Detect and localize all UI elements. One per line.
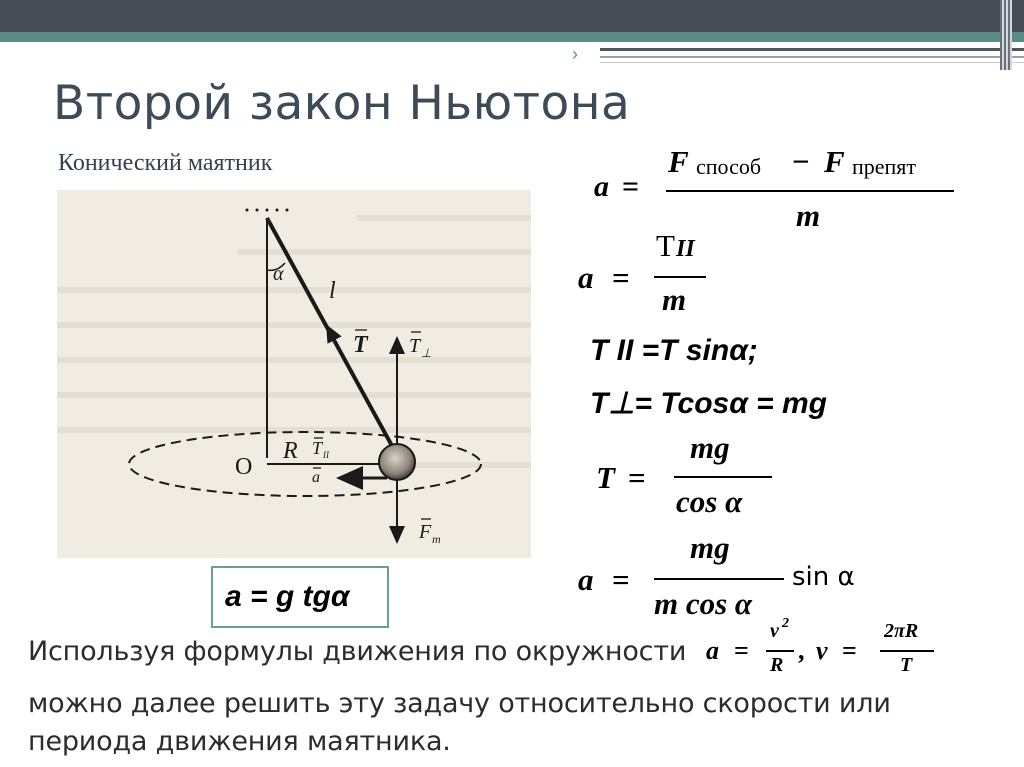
tension-arrow bbox=[327, 326, 342, 354]
label-center: O bbox=[235, 454, 253, 480]
f1-num-a: F bbox=[668, 144, 689, 179]
f2-den: m bbox=[662, 282, 687, 317]
f1-sub-b: препят bbox=[852, 154, 917, 179]
label-length: l bbox=[329, 278, 336, 304]
label-gravity-sub: т bbox=[432, 532, 441, 546]
equals-sign: = bbox=[612, 260, 630, 295]
chevron-right-icon: › bbox=[572, 44, 578, 64]
formula-tpar-sin: T II =T sinα; bbox=[590, 334, 758, 367]
fraction-bar bbox=[766, 650, 794, 652]
f5-lhs: T bbox=[596, 460, 615, 495]
f2-num: T bbox=[656, 228, 675, 263]
f1-lhs: a bbox=[594, 170, 609, 203]
formula-a-tpar bbox=[578, 228, 738, 318]
label-tension-perp: T bbox=[409, 335, 421, 357]
bottom-line-2: можно далее решить эту задачу относительно скорости или bbox=[28, 688, 891, 719]
fraction-bar bbox=[654, 578, 784, 580]
equals-sign: = bbox=[612, 562, 630, 597]
header-bar bbox=[0, 0, 1024, 32]
f5-den: cos α bbox=[676, 484, 743, 519]
fraction-bar bbox=[666, 190, 954, 192]
cf-den-t: T bbox=[900, 654, 913, 676]
f6-tail: sin α bbox=[792, 562, 855, 592]
corner-decoration bbox=[1000, 0, 1012, 70]
label-accel: a bbox=[312, 469, 320, 486]
f6-lhs: a bbox=[578, 562, 594, 597]
circle-motion-formulas bbox=[706, 616, 946, 684]
header-rule bbox=[600, 48, 1024, 51]
cf-den-r: R bbox=[770, 654, 784, 676]
equals-sign: = bbox=[622, 170, 640, 203]
f5-num: mg bbox=[690, 430, 730, 465]
fraction-bar bbox=[654, 276, 706, 278]
pendulum-bob bbox=[379, 444, 415, 480]
comma: , bbox=[798, 636, 805, 665]
formula-tperp-cos: T⊥= Tcosα = mg bbox=[590, 387, 828, 420]
label-alpha: α bbox=[273, 263, 284, 285]
f6-den: m cos α bbox=[654, 586, 753, 621]
f6-num: mg bbox=[690, 530, 730, 565]
f1-num-b: F bbox=[824, 144, 845, 179]
cf-lhs-a: a bbox=[706, 636, 719, 665]
cf-sup-2: 2 bbox=[782, 616, 789, 631]
cf-num-2pir: 2πR bbox=[884, 620, 919, 642]
label-radius: R bbox=[283, 438, 298, 464]
slide-subtitle: Конический маятник bbox=[58, 150, 273, 176]
cf-lhs-v: v bbox=[816, 636, 828, 665]
header-rule bbox=[600, 62, 1024, 63]
label-par-sub: II bbox=[323, 450, 329, 460]
result-formula: a = g tgα bbox=[225, 580, 350, 613]
equals-sign: = bbox=[734, 636, 749, 665]
label-tension: T bbox=[353, 332, 368, 358]
label-tension-par: T bbox=[312, 438, 323, 458]
f1-sub-a: способ bbox=[696, 154, 762, 179]
f1-den: m bbox=[796, 198, 821, 233]
cf-num-v: v bbox=[770, 620, 779, 642]
slide-title: Второй закон Ньютона bbox=[53, 76, 631, 131]
header-accent-bar bbox=[0, 32, 1024, 42]
header-rule bbox=[600, 56, 1024, 58]
result-box bbox=[211, 566, 389, 628]
fraction-bar bbox=[880, 650, 934, 652]
f2-num-sub: II bbox=[676, 236, 695, 262]
label-perp-sub: ⊥ bbox=[421, 346, 432, 360]
fraction-bar bbox=[674, 476, 772, 478]
equals-sign: = bbox=[842, 636, 857, 665]
bottom-line-3: периода движения маятника. bbox=[28, 726, 451, 757]
f1-minus: − bbox=[792, 144, 810, 179]
bottom-line-1-text: Используя формулы движения по окружности bbox=[28, 636, 687, 667]
formula-newton-second-law bbox=[592, 140, 972, 240]
f2-lhs: a bbox=[578, 260, 594, 295]
bottom-line-1 bbox=[28, 636, 686, 667]
label-gravity: F bbox=[419, 521, 432, 543]
formula-a-sin bbox=[578, 530, 898, 626]
equals-sign: = bbox=[628, 460, 646, 495]
pendulum-figure bbox=[57, 190, 531, 558]
formula-t-mg-cos bbox=[596, 430, 796, 522]
